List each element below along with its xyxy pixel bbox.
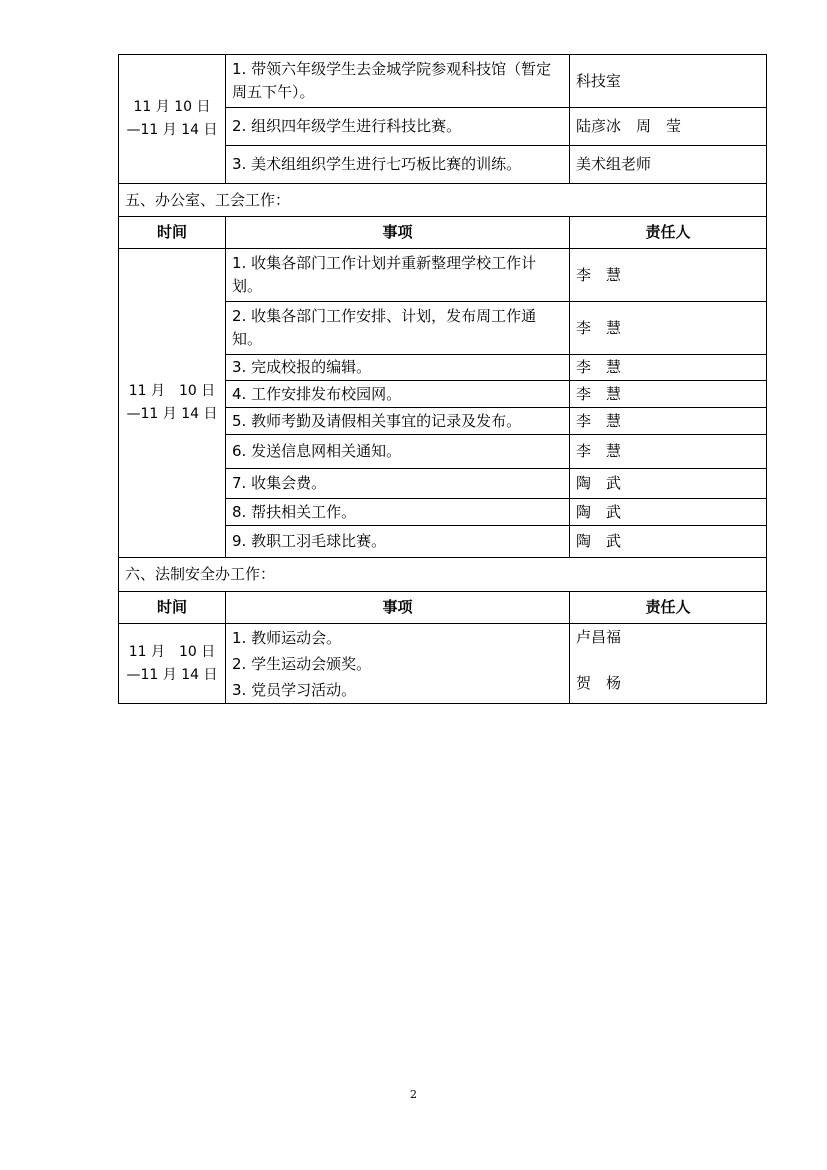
time-line-2: —11 月 14 日: [126, 406, 218, 422]
header-time: 时间: [119, 217, 226, 249]
person-cell: 李 慧: [570, 408, 767, 435]
time-line-1: 11 月 10 日: [128, 383, 216, 399]
item-cell: [226, 624, 570, 704]
item-cell: 1. 收集各部门工作计划并重新整理学校工作计划。: [226, 249, 570, 302]
item-cell: 2. 组织四年级学生进行科技比赛。: [226, 108, 570, 146]
person-cell: 李 慧: [570, 355, 767, 381]
item-cell: 5. 教师考勤及请假相关事宜的记录及发布。: [226, 408, 570, 435]
table-row: [119, 55, 767, 108]
time-line-2: —11 月 14 日: [126, 666, 218, 683]
time-line-1: 11 月 10 日: [133, 99, 211, 115]
time-line-2: —11 月 14 日: [126, 122, 218, 138]
person-cell: [570, 624, 767, 704]
person-cell: 陶 武: [570, 499, 767, 526]
header-item: 事项: [226, 217, 570, 249]
time-cell: [119, 249, 226, 558]
item-cell: 1. 带领六年级学生去金城学院参观科技馆（暂定周五下午）。: [226, 55, 570, 108]
item-cell: 3. 美术组组织学生进行七巧板比赛的训练。: [226, 146, 570, 184]
person-cell: 李 慧: [570, 249, 767, 302]
time-cell: [119, 55, 226, 184]
table-row: [119, 624, 767, 704]
table-row: [119, 249, 767, 302]
section-title: 六、法制安全办工作：: [119, 558, 767, 592]
section-title-row: [119, 558, 767, 592]
header-person: 责任人: [570, 592, 767, 624]
header-person: 责任人: [570, 217, 767, 249]
person-cell: 科技室: [570, 55, 767, 108]
person-name: 贺 杨: [576, 674, 622, 692]
person-name: 卢昌福: [576, 628, 622, 646]
section-title-row: [119, 184, 767, 217]
schedule-table: [118, 54, 767, 704]
header-time: 时间: [119, 592, 226, 624]
header-row: [119, 217, 767, 249]
page-number: 2: [410, 1088, 417, 1101]
person-cell: 李 慧: [570, 435, 767, 469]
header-row: [119, 592, 767, 624]
person-cell: 李 慧: [570, 381, 767, 408]
section-title: 五、办公室、工会工作：: [119, 184, 767, 217]
person-cell: 陶 武: [570, 526, 767, 558]
time-line-1: 11 月 10 日: [128, 643, 216, 660]
person-cell: 美术组老师: [570, 146, 767, 184]
list-item: 3. 党员学习活动。: [232, 680, 357, 699]
item-cell: 9. 教职工羽毛球比赛。: [226, 526, 570, 558]
list-item: 1. 教师运动会。: [232, 628, 342, 647]
item-cell: 3. 完成校报的编辑。: [226, 355, 570, 381]
person-cell: 陶 武: [570, 469, 767, 499]
item-cell: 8. 帮扶相关工作。: [226, 499, 570, 526]
item-cell: 6. 发送信息网相关通知。: [226, 435, 570, 469]
list-item: 2. 学生运动会颁奖。: [232, 654, 372, 673]
item-cell: 4. 工作安排发布校园网。: [226, 381, 570, 408]
time-cell: [119, 624, 226, 704]
header-item: 事项: [226, 592, 570, 624]
person-cell: 陆彦冰 周 莹: [570, 108, 767, 146]
person-cell: 李 慧: [570, 302, 767, 355]
item-cell: 7. 收集会费。: [226, 469, 570, 499]
item-cell: 2. 收集各部门工作安排、计划，发布周工作通知。: [226, 302, 570, 355]
